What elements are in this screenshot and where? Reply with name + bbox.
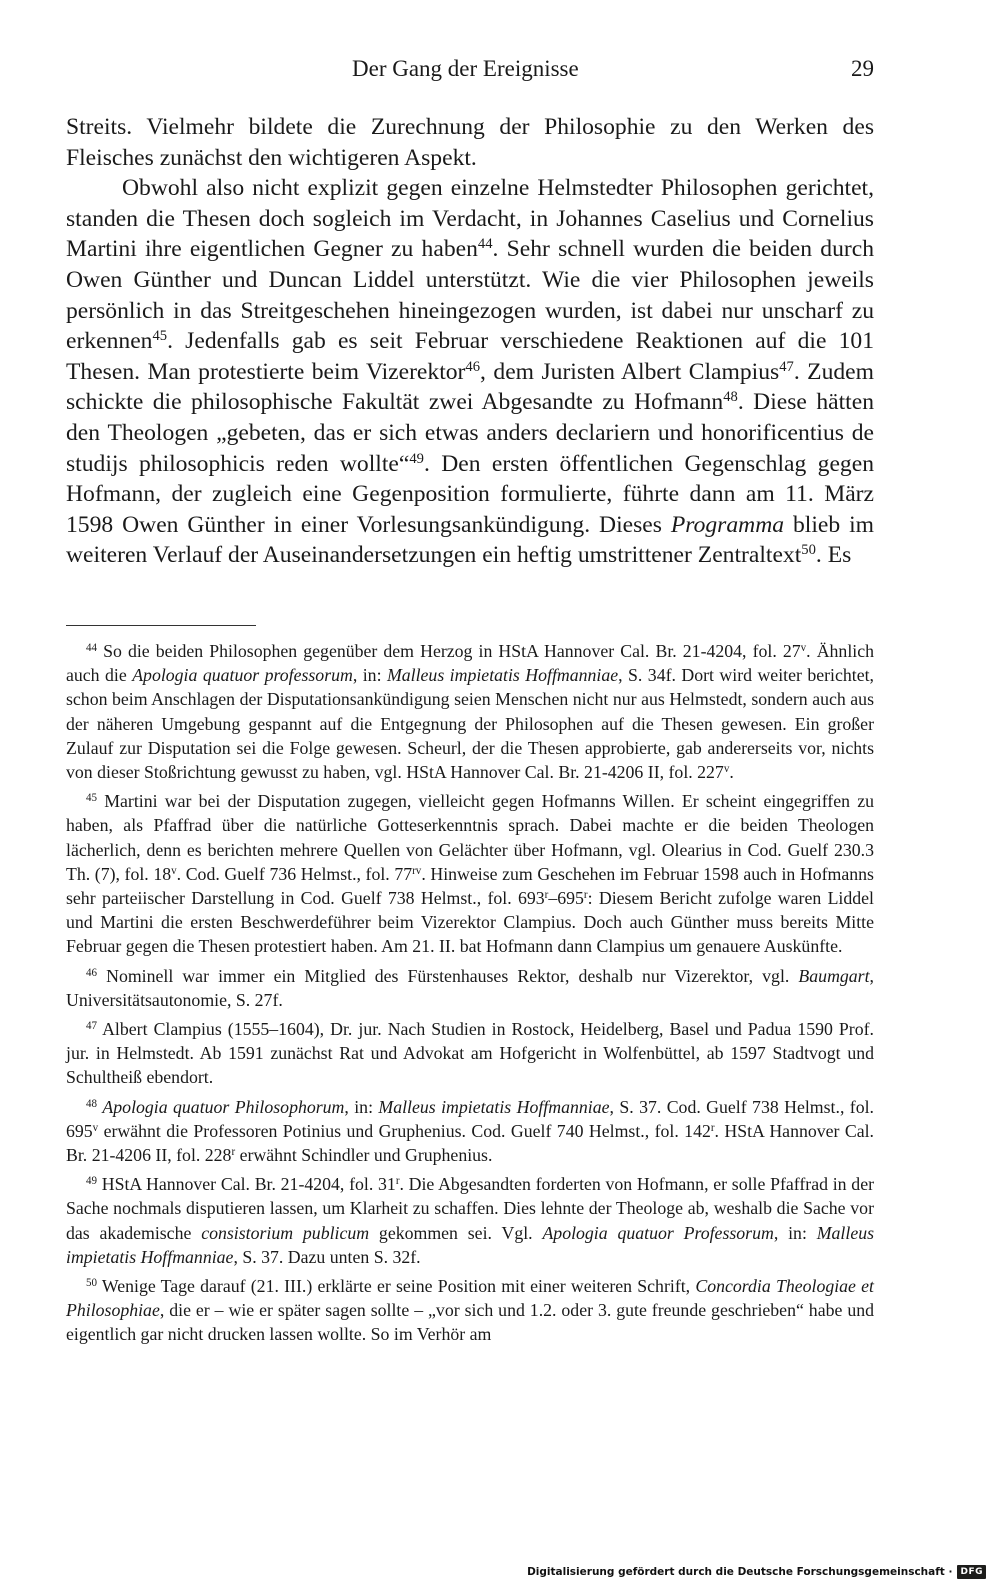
footnote-ref-44[interactable]: 44 xyxy=(477,236,493,253)
footnote-ref-45[interactable]: 45 xyxy=(152,328,168,345)
page-number: 29 xyxy=(851,56,874,81)
footnote-46: $^{46}$ Nominell war immer ein Mitglied des Fürstenhauses Rektor, deshalb nur Vizerektor, vgl. Baumgart, Universitätsautonomie, S. 27f. xyxy=(66,965,874,1010)
footnote-ref-50[interactable]: 50 xyxy=(801,542,816,559)
footnote-49: $^{49}$ HStA Hannover Cal. Br. 21-4204, fol. 31$^r$. Die Abgesandten forderten von Hofmann, er solle Pfaffrad in der Sache nochmals disputieren lassen, um Klarheit zu schaffen. Dies lehnte der Theologe ab, weshalb die Sache vor das akademische consistorium publicum gekommen sei. Vgl. Apologia quatuor Professorum, in: Malleus impietatis Hoffmanniae, S. 37. Dazu unten S. 32f. xyxy=(66,1174,875,1267)
footnote-ref-46[interactable]: 46 xyxy=(465,358,481,375)
paragraph-2: Obwohl also nicht explizit gegen einzelne Helmstedter Philosophen gerichtet, standen die Thesen doch sogleich im Verdacht, in Johannes Caselius und Cornelius Martini ihre eigentlichen Gegner zu haben$^{44}$. Sehr schnell wurden die beiden durch Owen Günther und Duncan Liddel unterstützt. Wie die vier Philosophen jeweils persönlich in das Streitgeschehen hineingezogen wurden, ist dabei nur unscharf zu erkennen$^{45}$. Jedenfalls gab es seit Februar verschiedene Reaktionen auf die 101 Thesen. Man protestierte beim Vizerektor$^{46}$, dem Juristen Albert Clampius$^{47}$. Zudem schickte die philosophische Fakultät zwei Abgesandte zu Hofmann$^{48}$. Diese hätten den Theologen „gebeten, das er sich etwas anders declariern und honorificentius de studijs philosophicis reden wollte“$^{49}$. Den ersten öffentlichen Gegenschlag gegen Hofmann, der zugleich eine Gegenposition formulierte, führte dann am 11. März 1598 Owen Günther in einer Vorlesungsankündigung. Dieses Programma blieb im weiteren Verlauf der Auseinandersetzungen ein heftig umstrittener Zentraltext$^{50}$. Es xyxy=(66,175,874,569)
running-head: Der Gang der Ereignisse xyxy=(352,56,579,81)
page-header xyxy=(66,52,874,92)
digitization-footer xyxy=(527,1562,986,1582)
paragraph-1: Streits. Vielmehr bildete die Zurechnung der Philosophie zu den Werken des Fleisches zunächst den wichtigeren Aspekt. xyxy=(66,114,874,171)
funding-note: Digitalisierung gefördert durch die Deutsche Forschungsgemeinschaft · xyxy=(527,1566,953,1578)
footnote-44: $^{44}$ So die beiden Philosophen gegenüber dem Herzog in HStA Hannover Cal. Br. 21-4204, fol. 27$^v$. Ähnlich auch die Apologia quatuor professorum, in: Malleus impietatis Hoffmanniae, S. 34f. Dort wird weiter berichtet, schon beim Anschlagen der Disputationsankündigung seien Menschen nicht nur aus Helmstedt, sondern auch aus der näheren Umgebung gespannt auf die Entgegnung der Philosophen auf die Thesen gewesen. Ein großer Zulauf zur Disputation sei die Folge gewesen. Scheurl, der die Thesen approbierte, gab andererseits vor, nichts von dieser Stoßrichtung gewusst zu haben, vgl. HStA Hannover Cal. Br. 21-4206 II, fol. 227$^v$. xyxy=(66,641,874,783)
footnote-48: $^{48}$ Apologia quatuor Philosophorum, in: Malleus impietatis Hoffmanniae, S. 37. Cod. Guelf 738 Helmst., fol. 695$^v$ erwähnt die Professoren Potinius und Gruphenius. Cod. Guelf 740 Helmst., fol. 142$^r$. HStA Hannover Cal. Br. 21-4206 II, fol. 228$^r$ erwähnt Schindler und Gruphenius. xyxy=(66,1096,874,1166)
footnote-45: $^{45}$ Martini war bei der Disputation zugegen, vielleicht gegen Hofmanns Willen. Er scheint eingegriffen zu haben, als Pfaffrad über die natürliche Gotteserkenntnis sprach. Dabei machte er die beiden Theologen lächerlich, denn es berichten mehrere Quellen von Gelächter über Hofmann, vgl. Olearius in Cod. Guelf 230.3 Th. (7), fol. 18$^v$. Cod. Guelf 736 Helmst., fol. $77^{rv}$. Hinweise zum Geschehen im Februar 1598 auch in Hofmanns sehr parteiischer Darstellung in Cod. Guelf 738 Helmst., fol. 693$^r$–695$^r$: Diesem Bericht zufolge waren Liddel und Martini die ersten Beschwerdeführer beim Vizerektor Clampius. Doch auch Günther muss bereits Mitte Februar gegen die Thesen protestiert haben. Am 21. II. bat Hofmann dann Clampius um genauere Auskünfte. xyxy=(66,791,874,957)
footnote-divider xyxy=(66,625,256,626)
footnote-50: $^{50}$ Wenige Tage darauf (21. III.) erklärte er seine Position mit einer weiteren Schrift, Concordia Theologiae et Philosophiae, die er – wie er später sagen sollte – „vor sich und 1.2. oder 3. gute freunde geschrieben“ habe und eigentlich gar nicht drucken lassen wollte. So im Verhör am xyxy=(66,1276,874,1345)
footnotes xyxy=(66,639,874,1352)
footnote-ref-48[interactable]: 48 xyxy=(723,389,738,406)
footnote-ref-49[interactable]: 49 xyxy=(409,450,424,467)
main-text xyxy=(66,112,874,571)
footnote-ref-47[interactable]: 47 xyxy=(779,358,794,375)
dfg-logo: DFG xyxy=(957,1565,986,1579)
footnote-47: $^{47}$ Albert Clampius (1555–1604), Dr. jur. Nach Studien in Rostock, Heidelberg, Basel und Padua 1590 Prof. jur. in Helmstedt. Ab 1591 zunächst Rat und Advokat am Hofgericht in Wolfenbüttel, ab 1597 Stadtvogt und Schultheiß ebendort. xyxy=(66,1019,874,1088)
